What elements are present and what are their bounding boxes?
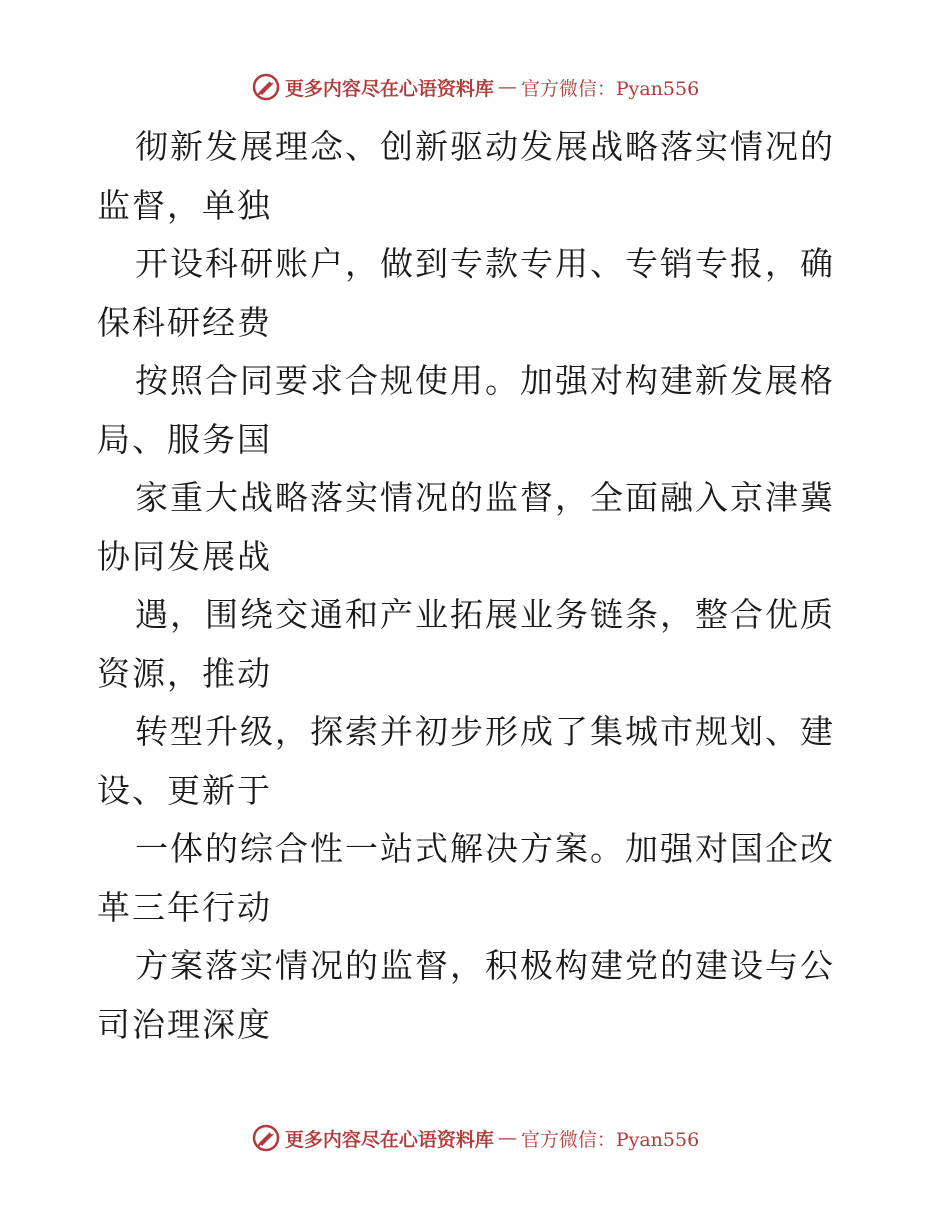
header-contact: 官方微信：Pyan556 (520, 77, 700, 100)
paragraph: 转型升级，探索并初步形成了集城市规划、建设、更新于 (97, 712, 835, 810)
paragraph: 一体的综合性一站式解决方案。加强对国企改革三年行动 (97, 829, 835, 927)
header-watermark (251, 72, 699, 102)
pen-nib-logo-icon (251, 72, 281, 102)
paragraph: 方案落实情况的监督，积极构建党的建设与公司治理深度 (97, 946, 835, 1044)
paragraph: 按照合同要求合规使用。加强对构建新发展格局、服务国 (97, 361, 835, 459)
footer-contact: 官方微信：Pyan556 (520, 1128, 700, 1151)
header-brand-text: 更多内容尽在心语资料库 (284, 77, 494, 100)
paragraph: 彻新发展理念、创新驱动发展战略落实情况的监督，单独 (97, 127, 835, 225)
pen-nib-logo-icon (251, 1123, 281, 1153)
paragraph: 开设科研账户，做到专款专用、专销专报，确保科研经费 (97, 244, 835, 342)
footer-watermark (251, 1123, 699, 1153)
page-header (0, 72, 950, 102)
document-body (97, 118, 857, 1054)
footer-brand-text: 更多内容尽在心语资料库 (284, 1128, 494, 1151)
footer-separator: — (497, 1127, 517, 1149)
paragraph: 家重大战略落实情况的监督，全面融入京津冀协同发展战 (97, 478, 835, 576)
paragraph: 遇，围绕交通和产业拓展业务链条，整合优质资源，推动 (97, 595, 835, 693)
header-separator: — (497, 76, 517, 98)
page-footer (0, 1123, 950, 1153)
